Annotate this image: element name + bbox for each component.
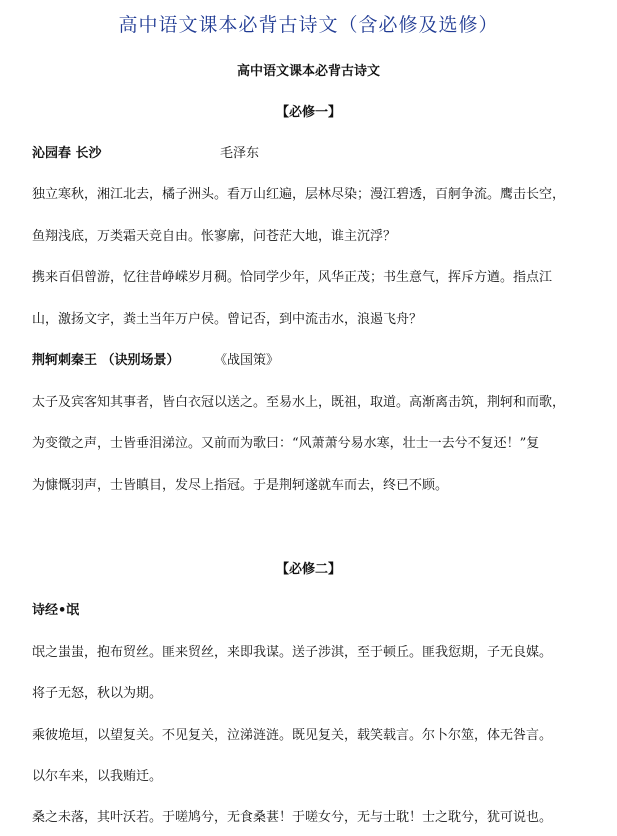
poem-title: 沁园春 长沙 — [32, 146, 102, 161]
poem-title: 荆轲刺秦王 （诀别场景） — [32, 353, 180, 368]
poem-line: 乘彼垝垣，以望复关。不见复关，泣涕涟涟。既见复关，载笑载言。尔卜尔筮，体无咎言。 — [32, 728, 553, 743]
poem-line: 为慷慨羽声，士皆瞋目，发尽上指冠。于是荆轲遂就车而去，终已不顾。 — [32, 478, 449, 493]
poem-line: 独立寒秋，湘江北去，橘子洲头。看万山红遍，层林尽染；漫江碧透，百舸争流。鹰击长空， — [32, 187, 566, 202]
poem-heading — [32, 142, 260, 161]
section-header-bixiu-1: 【必修一】 — [275, 105, 341, 120]
section-header-bixiu-2: 【必修二】 — [275, 562, 341, 577]
poem-line: 桑之未落，其叶沃若。于嗟鸠兮，无食桑葚！于嗟女兮，无与士耽！士之耽兮，犹可说也。 — [32, 810, 553, 825]
poem-author: 《战国策》 — [214, 353, 280, 368]
poem-heading — [32, 599, 79, 618]
poem-line: 氓之蚩蚩，抱布贸丝。匪来贸丝，来即我谋。送子涉淇，至于顿丘。匪我愆期，子无良媒。 — [32, 645, 553, 660]
document-subtitle: 高中语文课本必背古诗文 — [236, 64, 380, 79]
poem-line: 鱼翔浅底，万类霜天竞自由。怅寥廓，问苍茫大地，谁主沉浮？ — [32, 229, 397, 244]
poem-line: 将子无怒，秋以为期。 — [32, 686, 163, 701]
poem-author: 毛泽东 — [220, 146, 260, 161]
poem-title: 诗经•氓 — [32, 603, 80, 618]
poem-line: 以尔车来，以我贿迁。 — [32, 769, 163, 784]
poem-line: 为变徵之声，士皆垂泪涕泣。又前而为歌曰：“风萧萧兮易水寒，壮士一去兮不复还！”复 — [32, 436, 540, 451]
poem-line: 携来百侣曾游，忆往昔峥嵘岁月稠。恰同学少年，风华正茂；书生意气，挥斥方遒。指点江 — [32, 270, 553, 285]
poem-heading — [32, 349, 280, 368]
poem-line: 山，激扬文字，粪土当年万户侯。曾记否，到中流击水，浪遏飞舟？ — [32, 312, 423, 327]
document-title: 高中语文课本必背古诗文（含必修及选修） — [118, 14, 499, 36]
poem-line: 太子及宾客知其事者，皆白衣冠以送之。至易水上，既祖，取道。高渐离击筑，荆轲和而歌， — [32, 395, 566, 410]
